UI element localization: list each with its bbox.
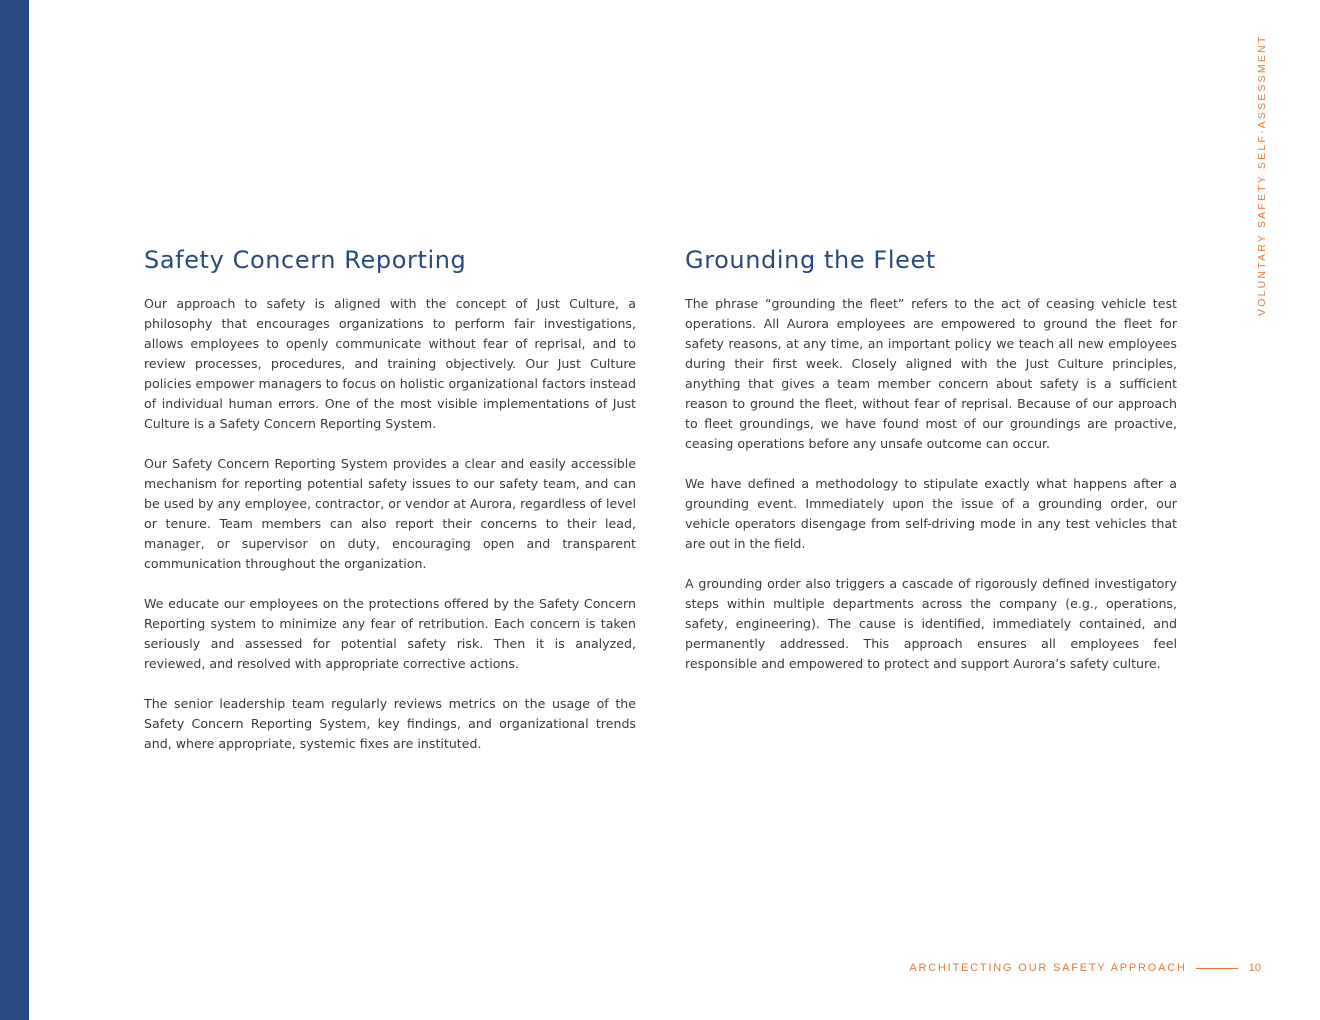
page-number: 10 bbox=[1248, 962, 1261, 974]
paragraph: Our approach to safety is aligned with the concept of Just Culture, a philosophy that encourages organizations to perform fair investigations, allows employees to openly communicate without fear of reprisal, and to review processes, procedures, and training objectively. Our Just Culture policies empower managers to focus on holistic organizational factors instead of individual human errors. One of the most visible implementations of Just Culture is a Safety Concern Reporting System. bbox=[144, 296, 636, 431]
section-heading: Safety Concern Reporting bbox=[144, 246, 467, 274]
section-heading: Grounding the Fleet bbox=[685, 246, 936, 274]
footer-section-title: ARCHITECTING OUR SAFETY APPROACH bbox=[909, 962, 1187, 974]
paragraph: Our Safety Concern Reporting System provides a clear and easily accessible mechanism for reporting potential safety issues to our safety team, and can be used by any employee, contractor, or vendor at Aurora, regardless of level or tenure. Team members can also report their concerns to their lead, manager, or supervisor on duty, encouraging open and transparent communication throughout the organization. bbox=[144, 456, 636, 571]
paragraph: The senior leadership team regularly reviews metrics on the usage of the Safety Concern Reporting System, key findings, and organizational trends and, where appropriate, systemic fixes are instituted. bbox=[144, 696, 636, 751]
paragraph: The phrase “grounding the fleet” refers to the act of ceasing vehicle test operations. All Aurora employees are empowered to ground the fleet for safety reasons, at any time, an important policy we teach all new employees during their first week. Closely aligned with the Just Culture principles, anything that gives a team member concern about safety is a sufficient reason to ground the fleet, without fear of reprisal. Because of our approach to fleet groundings, we have found most of our groundings are proactive, ceasing operations before any unsafe outcome can occur. bbox=[685, 296, 1177, 451]
safety-concern-reporting-section bbox=[144, 244, 636, 774]
paragraph: A grounding order also triggers a cascade of rigorously defined investigatory steps within multiple departments across the company (e.g., operations, safety, engineering). The cause is identified, immediately contained, and permanently addressed. This approach ensures all employees feel responsible and empowered to protect and support Aurora’s safety culture. bbox=[685, 576, 1177, 671]
left-accent-bar bbox=[0, 0, 29, 1020]
paragraph: We educate our employees on the protections offered by the Safety Concern Reporting system to minimize any fear of retribution. Each concern is taken seriously and assessed for potential safety risk. Then it is analyzed, reviewed, and resolved with appropriate corrective actions. bbox=[144, 596, 636, 671]
grounding-the-fleet-section bbox=[685, 244, 1177, 694]
document-side-label: VOLUNTARY SAFETY SELF-ASSESSMENT bbox=[1256, 34, 1268, 316]
page-footer bbox=[909, 960, 1261, 976]
paragraph: We have defined a methodology to stipulate exactly what happens after a grounding event. Immediately upon the issue of a grounding order, our vehicle operators disengage from self-driving mode in any test vehicles that are out in the field. bbox=[685, 476, 1177, 551]
footer-divider bbox=[1196, 968, 1238, 969]
